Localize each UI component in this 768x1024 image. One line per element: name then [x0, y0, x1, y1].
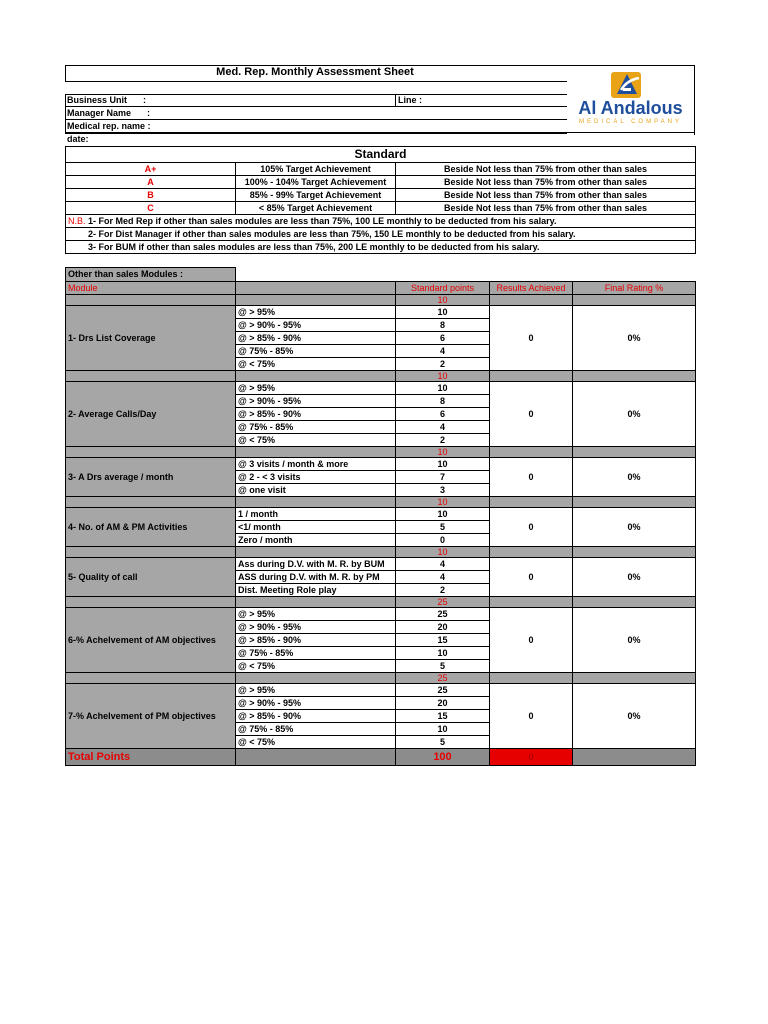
module-points-blank — [490, 295, 573, 306]
module-points-blank — [66, 447, 236, 458]
module-standard-points: 10 — [396, 547, 490, 558]
criteria-value: 10 — [396, 382, 490, 395]
module-criteria-row — [66, 558, 696, 571]
module-rows — [66, 295, 696, 749]
manager-name-field[interactable] — [155, 108, 565, 119]
criteria-label: @ < 75% — [236, 434, 396, 447]
module-points-blank — [573, 673, 696, 684]
grade-c: C — [66, 202, 236, 215]
grade-b-note: Beside Not less than 75% from other than sales — [396, 189, 696, 202]
module-points-blank — [573, 447, 696, 458]
criteria-value: 6 — [396, 332, 490, 345]
nb-note-1 — [66, 215, 696, 228]
criteria-label: @ one visit — [236, 484, 396, 497]
module-name: 5- Quality of call — [66, 558, 236, 597]
date-label: date: — [67, 134, 89, 144]
criteria-value: 2 — [396, 584, 490, 597]
criteria-label: @ > 90% - 95% — [236, 697, 396, 710]
criteria-label: Zero / month — [236, 534, 396, 547]
criteria-value: 10 — [396, 723, 490, 736]
criteria-value: 20 — [396, 697, 490, 710]
total-result: 0 — [490, 749, 573, 766]
grade-a-plus: A+ — [66, 163, 236, 176]
criteria-label: @ > 95% — [236, 684, 396, 697]
module-final-rating: 0% — [573, 458, 696, 497]
criteria-value: 10 — [396, 306, 490, 319]
module-final-rating: 0% — [573, 382, 696, 447]
module-standard-points: 10 — [396, 371, 490, 382]
module-standard-points: 10 — [396, 497, 490, 508]
module-result[interactable]: 0 — [490, 508, 573, 547]
grade-c-note: Beside Not less than 75% from other than sales — [396, 202, 696, 215]
module-points-blank — [490, 547, 573, 558]
module-points-blank — [573, 497, 696, 508]
criteria-label: @ > 85% - 90% — [236, 634, 396, 647]
module-points-blank — [66, 547, 236, 558]
criteria-value: 10 — [396, 458, 490, 471]
module-points-blank — [573, 547, 696, 558]
criteria-value: 6 — [396, 408, 490, 421]
nb-note-2: 2- For Dist Manager if other than sales modules are less than 75%, 150 LE monthly to be deducted from his salary. — [66, 228, 696, 241]
module-points-blank — [236, 547, 396, 558]
module-name: 3- A Drs average / month — [66, 458, 236, 497]
grade-b: B — [66, 189, 236, 202]
module-points-blank — [236, 447, 396, 458]
rep-name-field[interactable] — [155, 121, 565, 132]
business-unit-field[interactable] — [155, 95, 393, 106]
line-field-divider — [395, 94, 396, 107]
criteria-label: @ 2 - < 3 visits — [236, 471, 396, 484]
criteria-value: 5 — [396, 521, 490, 534]
criteria-value: 20 — [396, 621, 490, 634]
criteria-label: @ > 90% - 95% — [236, 319, 396, 332]
company-logo — [567, 66, 694, 132]
module-criteria-row — [66, 306, 696, 319]
criteria-label: Dist. Meeting Role play — [236, 584, 396, 597]
info-row-line-2 — [65, 119, 567, 120]
module-criteria-row — [66, 508, 696, 521]
total-blank — [236, 749, 396, 766]
criteria-value: 2 — [396, 358, 490, 371]
criteria-value: 4 — [396, 345, 490, 358]
module-final-rating: 0% — [573, 508, 696, 547]
info-row-line-1 — [65, 106, 567, 107]
col-results-header: Results Achieved — [490, 282, 573, 295]
module-points-blank — [66, 295, 236, 306]
total-standard-points: 100 — [396, 749, 490, 766]
logo-emblem-icon — [609, 68, 645, 102]
criteria-label: @ < 75% — [236, 358, 396, 371]
module-final-rating: 0% — [573, 306, 696, 371]
module-standard-points: 25 — [396, 673, 490, 684]
criteria-value: 10 — [396, 508, 490, 521]
module-points-blank — [66, 371, 236, 382]
grade-a-note: Beside Not less than 75% from other than sales — [396, 176, 696, 189]
criteria-label: @ > 85% - 90% — [236, 408, 396, 421]
module-name: 2- Average Calls/Day — [66, 382, 236, 447]
module-points-row — [66, 497, 696, 508]
module-criteria-row — [66, 458, 696, 471]
module-final-rating: 0% — [573, 558, 696, 597]
criteria-label: @ > 95% — [236, 306, 396, 319]
col-module-header: Module — [66, 282, 236, 295]
date-field[interactable] — [95, 134, 295, 145]
criteria-value: 15 — [396, 710, 490, 723]
criteria-label: @ 75% - 85% — [236, 723, 396, 736]
criteria-value: 4 — [396, 421, 490, 434]
criteria-label: @ > 95% — [236, 608, 396, 621]
total-points-label: Total Points — [66, 749, 236, 766]
criteria-label: @ > 90% - 95% — [236, 395, 396, 408]
modules-section-title: Other than sales Modules : — [65, 267, 236, 282]
criteria-label: @ 3 visits / month & more — [236, 458, 396, 471]
module-name: 6-% Achelvement of AM objectives — [66, 608, 236, 673]
criteria-value: 8 — [396, 395, 490, 408]
module-points-row — [66, 447, 696, 458]
module-points-row — [66, 597, 696, 608]
criteria-value: 3 — [396, 484, 490, 497]
module-points-blank — [66, 597, 236, 608]
manager-name-colon: : — [147, 108, 150, 118]
grade-a-plus-target: 105% Target Achievement — [236, 163, 396, 176]
module-result[interactable]: 0 — [490, 306, 573, 371]
criteria-value: 25 — [396, 684, 490, 697]
criteria-value: 5 — [396, 736, 490, 749]
criteria-value: 25 — [396, 608, 490, 621]
module-result[interactable]: 0 — [490, 608, 573, 673]
module-points-blank — [490, 447, 573, 458]
criteria-value: 4 — [396, 558, 490, 571]
grade-a-target: 100% - 104% Target Achievement — [236, 176, 396, 189]
criteria-label: @ > 90% - 95% — [236, 621, 396, 634]
logo-main-text: Al Andalous — [578, 98, 683, 118]
module-points-blank — [573, 371, 696, 382]
module-points-blank — [236, 497, 396, 508]
criteria-label: @ > 95% — [236, 382, 396, 395]
criteria-label: @ 75% - 85% — [236, 647, 396, 660]
module-standard-points: 10 — [396, 447, 490, 458]
module-points-blank — [236, 371, 396, 382]
module-standard-points: 10 — [396, 295, 490, 306]
grade-a-plus-note: Beside Not less than 75% from other than sales — [396, 163, 696, 176]
logo-sub-text: MEDICAL COMPANY — [578, 119, 682, 125]
col-blank-header — [236, 282, 396, 295]
criteria-value: 7 — [396, 471, 490, 484]
total-final-blank — [573, 749, 696, 766]
module-points-row — [66, 673, 696, 684]
module-points-row — [66, 295, 696, 306]
module-points-blank — [490, 371, 573, 382]
module-points-blank — [236, 597, 396, 608]
criteria-label: @ > 85% - 90% — [236, 332, 396, 345]
criteria-label: @ < 75% — [236, 660, 396, 673]
module-points-row — [66, 371, 696, 382]
business-unit-label: Business Unit — [67, 95, 128, 105]
criteria-value: 10 — [396, 647, 490, 660]
nb-label: N.B. — [68, 215, 86, 226]
grade-c-target: < 85% Target Achievement — [236, 202, 396, 215]
criteria-value: 8 — [396, 319, 490, 332]
line-field[interactable] — [430, 95, 565, 106]
module-points-blank — [66, 497, 236, 508]
module-standard-points: 25 — [396, 597, 490, 608]
module-name: 4- No. of AM & PM Activities — [66, 508, 236, 547]
nb-note-1-text: 1- For Med Rep if other than sales modules are less than 75%, 100 LE monthly to be deducted from his salary. — [88, 215, 557, 226]
module-points-blank — [490, 597, 573, 608]
module-points-blank — [236, 295, 396, 306]
criteria-label: @ 75% - 85% — [236, 421, 396, 434]
modules-table — [65, 281, 696, 766]
module-name: 7-% Achelvement of PM objectives — [66, 684, 236, 749]
module-points-blank — [490, 497, 573, 508]
module-result[interactable]: 0 — [490, 684, 573, 749]
module-name: 1- Drs List Coverage — [66, 306, 236, 371]
criteria-label: @ 75% - 85% — [236, 345, 396, 358]
criteria-label: ASS during D.V. with M. R. by PM — [236, 571, 396, 584]
criteria-label: @ < 75% — [236, 736, 396, 749]
module-final-rating: 0% — [573, 684, 696, 749]
grade-b-target: 85% - 99% Target Achievement — [236, 189, 396, 202]
title-right-border — [694, 65, 695, 135]
module-points-blank — [490, 673, 573, 684]
criteria-label: <1/ month — [236, 521, 396, 534]
module-points-blank — [573, 295, 696, 306]
info-row-line-3 — [65, 132, 695, 133]
criteria-value: 15 — [396, 634, 490, 647]
criteria-value: 5 — [396, 660, 490, 673]
line-label: Line : — [398, 95, 422, 105]
col-final-header: Final Rating % — [573, 282, 696, 295]
criteria-label: Ass during D.V. with M. R. by BUM — [236, 558, 396, 571]
module-points-blank — [66, 673, 236, 684]
module-points-blank — [236, 673, 396, 684]
nb-note-3: 3- For BUM if other than sales modules are less than 75%, 200 LE monthly to be deducted from his salary. — [66, 241, 696, 254]
module-result[interactable]: 0 — [490, 382, 573, 447]
module-points-blank — [573, 597, 696, 608]
criteria-value: 2 — [396, 434, 490, 447]
grade-a: A — [66, 176, 236, 189]
criteria-label: @ > 85% - 90% — [236, 710, 396, 723]
rep-name-label: Medical rep. name : — [67, 121, 151, 131]
module-result[interactable]: 0 — [490, 558, 573, 597]
manager-name-label: Manager Name — [67, 108, 132, 118]
business-unit-colon: : — [143, 95, 146, 105]
criteria-value: 0 — [396, 534, 490, 547]
module-criteria-row — [66, 684, 696, 697]
module-criteria-row — [66, 608, 696, 621]
col-standard-header: Standard points — [396, 282, 490, 295]
module-criteria-row — [66, 382, 696, 395]
standard-heading: Standard — [66, 147, 696, 163]
module-result[interactable]: 0 — [490, 458, 573, 497]
standard-table — [65, 146, 696, 254]
module-points-row — [66, 547, 696, 558]
page-title: Med. Rep. Monthly Assessment Sheet — [216, 66, 414, 78]
criteria-value: 4 — [396, 571, 490, 584]
criteria-label: 1 / month — [236, 508, 396, 521]
module-final-rating: 0% — [573, 608, 696, 673]
